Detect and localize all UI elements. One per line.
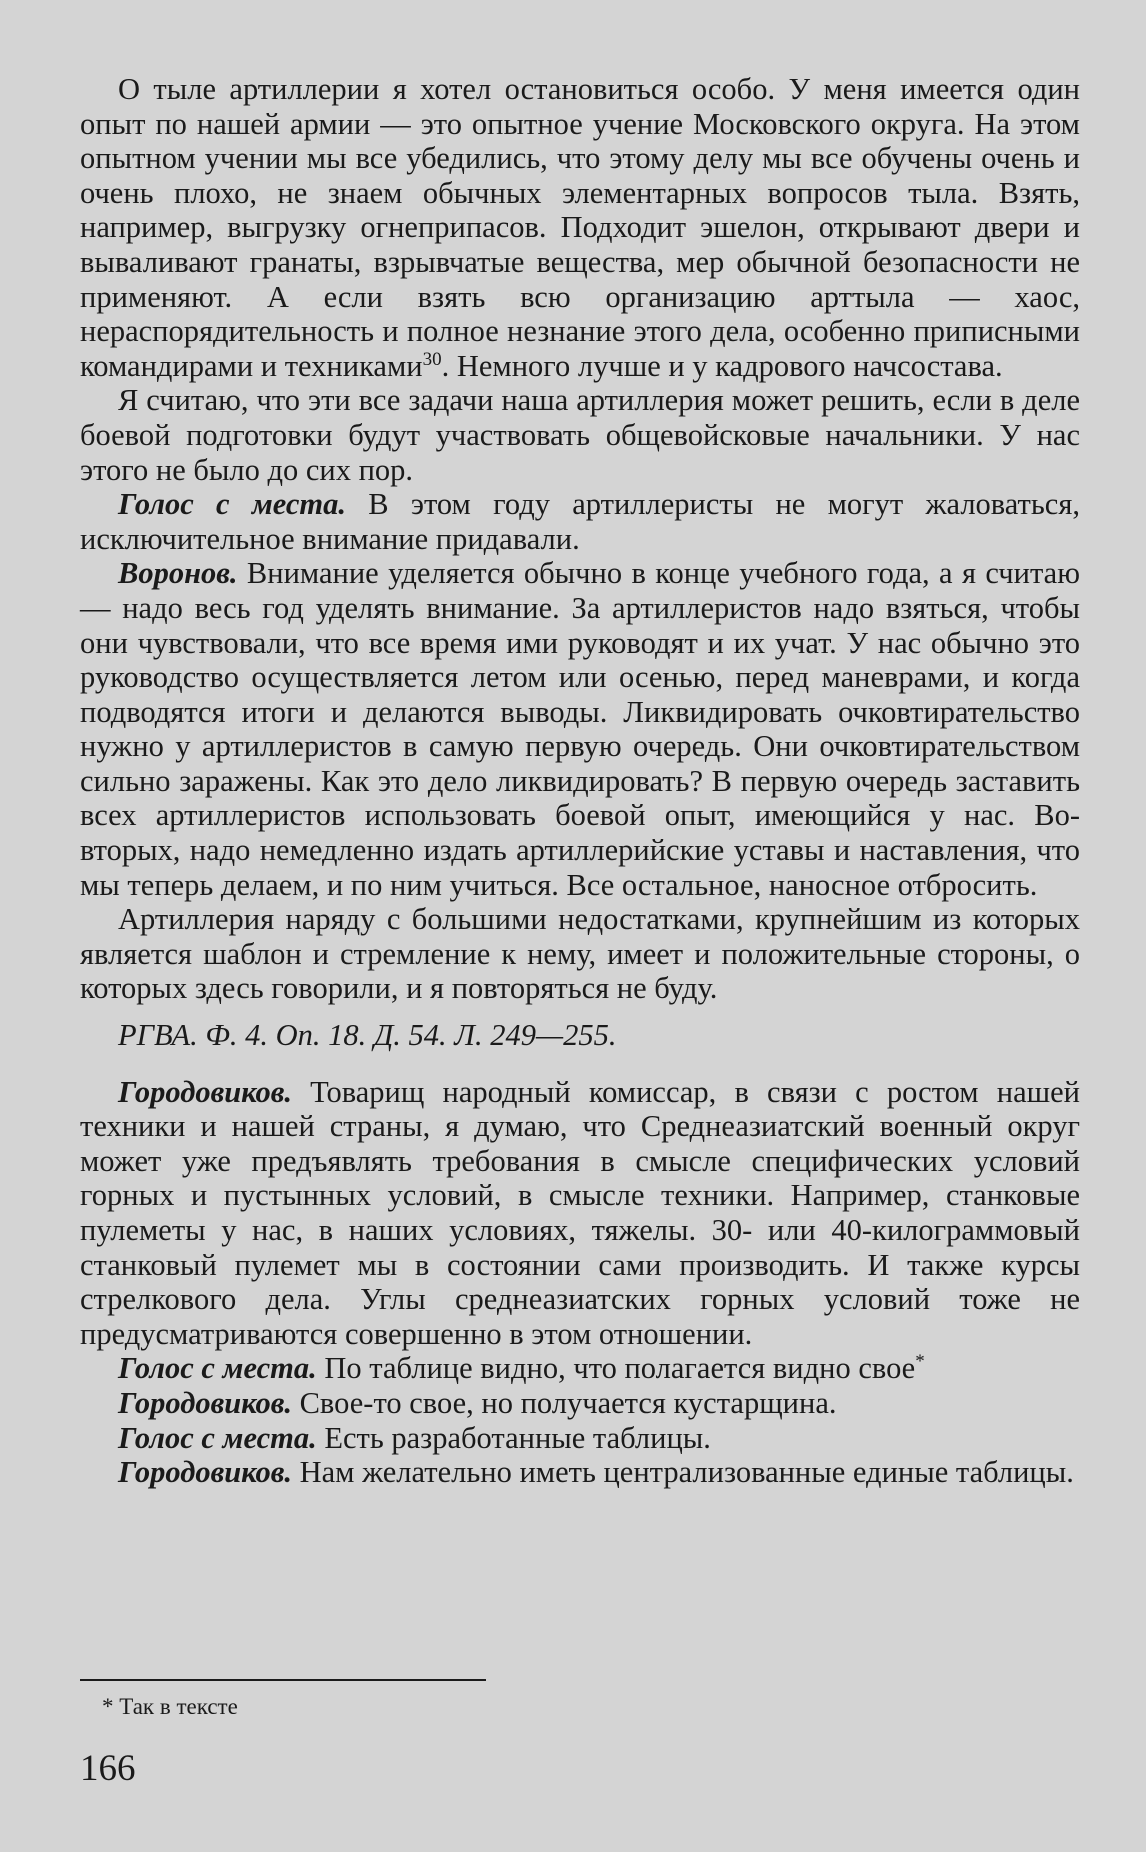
speech-text: В этом году артиллеристы не могут жаловаться, исключительное внимание придавали. bbox=[80, 487, 1080, 556]
speaker-name: Городовиков. bbox=[118, 1074, 292, 1109]
speech-text: Есть разработанные таблицы. bbox=[316, 1420, 711, 1455]
footnote-divider bbox=[80, 1679, 486, 1681]
speech-paragraph bbox=[80, 1386, 1080, 1421]
speech-text: Нам желательно иметь централизованные единые таблицы. bbox=[291, 1455, 1074, 1490]
speech-paragraph bbox=[80, 1075, 1080, 1352]
footnote-reference: * bbox=[915, 1351, 925, 1373]
note-reference: 30 bbox=[422, 348, 442, 370]
speech-text: Товарищ народный комиссар, в связи с ростом нашей техники и нашей страны, я думаю, что Среднеазиатский военный округ может уже предъявлять требования в смысле специфических условий горных и пустынных условий, в смысле техники. Например, станковые пулеметы у нас, в наших условиях, тяжелы. 30- или 40-килограммовый станковый пулемет мы в состоянии сами производить. И также курсы стрелкового дела. Углы среднеазиатских горных условий тоже не предусматриваются совершенно в этом отношении. bbox=[80, 1074, 1080, 1351]
speaker-name: Городовиков. bbox=[118, 1455, 292, 1490]
paragraph-text: О тыле артиллерии я хотел остановиться особо. У меня имеется один опыт по нашей армии — это опытное учение Московского округа. На этом опытном учении мы все убедились, что этому делу мы все обучены очень и очень плохо, не знаем обычных элементарных вопросов тыла. Взять, например, выгрузку огнеприпасов. Подходит эшелон, открывают двери и вываливают гранаты, взрывчатые вещества, мер обычной безопасности не применяют. А если взять всю организацию арттыла — хаос, нераспорядительность и полное незнание этого дела, особенно приписными командирами и техниками bbox=[80, 72, 1080, 383]
archive-source: РГВА. Ф. 4. Оп. 18. Д. 54. Л. 249—255. bbox=[118, 1018, 617, 1053]
paragraph bbox=[80, 72, 1080, 383]
speech-text: Свое-то свое, но получается кустарщина. bbox=[291, 1385, 837, 1420]
paragraph-text: . Немного лучше и у кадрового начсостава. bbox=[441, 348, 1003, 383]
speaker-name: Голос с места. bbox=[118, 487, 346, 522]
speech-paragraph bbox=[80, 1421, 1080, 1456]
page-number: 166 bbox=[80, 1748, 136, 1789]
footnote: * Так в тексте bbox=[102, 1694, 238, 1719]
speaker-name: Городовиков. bbox=[118, 1385, 292, 1420]
paragraph-text: Я считаю, что эти все задачи наша артиллерия может решить, если в деле боевой подготовки будут участвовать общевойсковые начальники. У нас этого не было до сих пор. bbox=[80, 383, 1080, 487]
speaker-name: Голос с места. bbox=[118, 1351, 317, 1386]
speaker-name: Голос с места. bbox=[118, 1420, 317, 1455]
speech-paragraph bbox=[80, 1455, 1080, 1490]
speech-paragraph bbox=[80, 1351, 1080, 1386]
speech-paragraph bbox=[80, 487, 1080, 556]
speech-paragraph bbox=[80, 556, 1080, 902]
main-text bbox=[80, 72, 1080, 1490]
paragraph-text: Артиллерия наряду с большими недостатками, крупнейшим из которых является шаблон и стремление к нему, имеет и положительные стороны, о которых здесь говорили, и я повторяться не буду. bbox=[80, 902, 1080, 1006]
speech-text: Внимание уделяется обычно в конце учебного года, а я считаю — надо весь год уделять внимание. За артиллеристов надо взяться, чтобы они чувствовали, что все время ими руководят и их учат. У нас обычно это руководство осуществляется летом или осенью, перед маневрами, и когда подводятся итоги и делаются выводы. Ликвидировать очковтирательство нужно у артиллеристов в самую первую очередь. Они очковтирательством сильно заражены. Как это дело ликвидировать? В первую очередь заставить всех артиллеристов использовать боевой опыт, имеющийся у нас. Во-вторых, надо немедленно издать артиллерийские уставы и наставления, что мы теперь делаем, и по ним учиться. Все остальное, наносное отбросить. bbox=[80, 556, 1080, 902]
paragraph bbox=[80, 383, 1080, 487]
speech-text: По таблице видно, что полагается видно свое bbox=[316, 1351, 916, 1386]
speaker-name: Воронов. bbox=[118, 556, 238, 591]
paragraph bbox=[80, 902, 1080, 1006]
